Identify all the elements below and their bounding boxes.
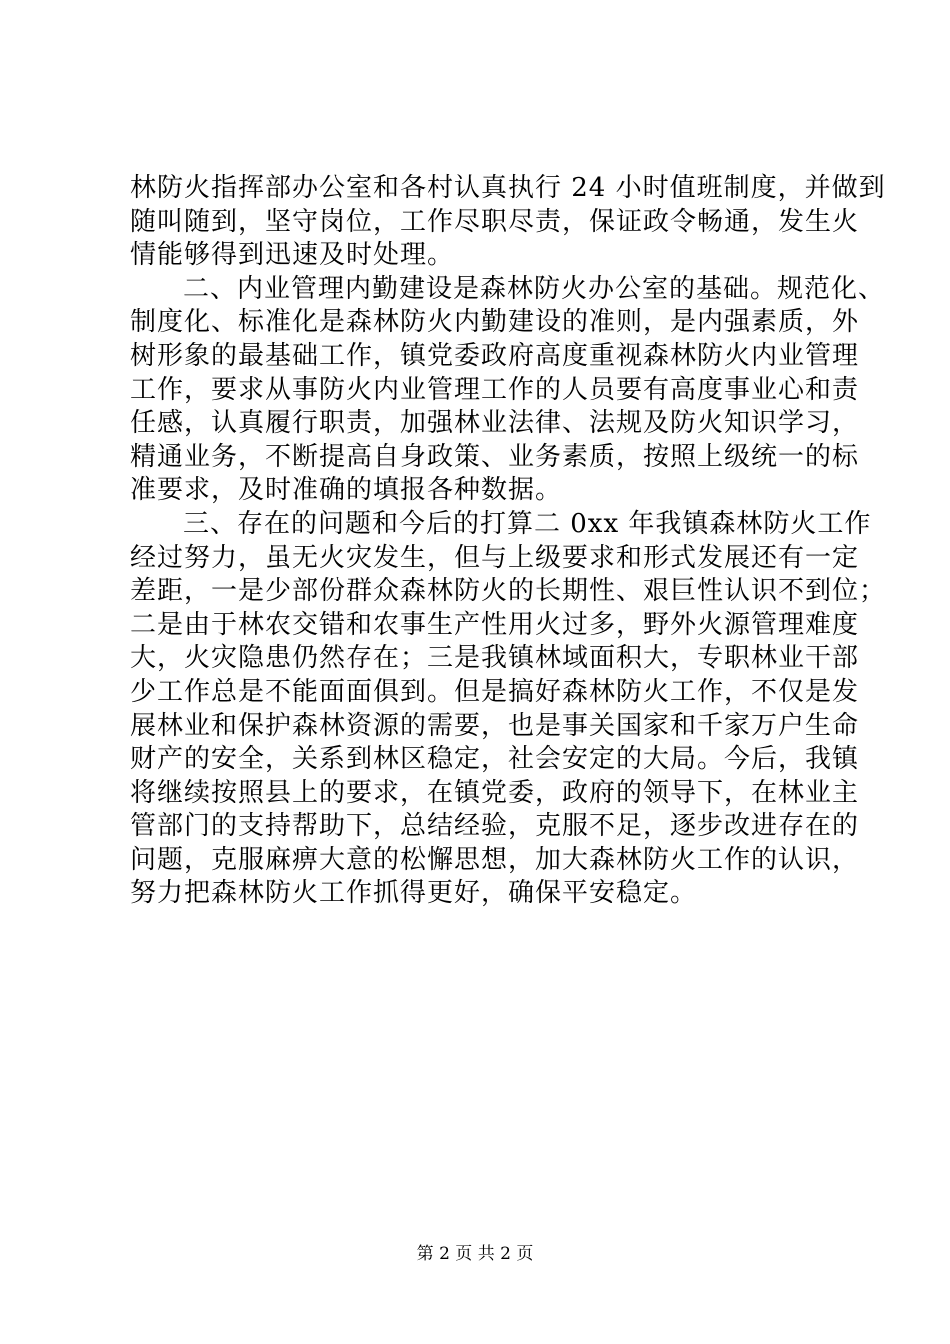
document-body — [130, 172, 887, 911]
text-line: 展林业和保护森林资源的需要，也是事关国家和千家万户生命 — [130, 710, 860, 741]
page-number-footer: 第 2 页 共 2 页 — [416, 1244, 534, 1264]
text-line: 情能够得到迅速及时处理。 — [130, 240, 455, 271]
text-line: 树形象的最基础工作，镇党委政府高度重视森林防火内业管理 — [130, 340, 860, 371]
text-line: 任感，认真履行职责，加强林业法律、法规及防火知识学习， — [130, 408, 860, 439]
text-line: 制度化、标准化是森林防火内勤建设的准则，是内强素质，外 — [130, 307, 860, 338]
text-line: 财产的安全，关系到林区稳定，社会安定的大局。今后，我镇 — [130, 744, 860, 775]
text-line: 管部门的支持帮助下，总结经验，克服不足，逐步改进存在的 — [130, 811, 860, 842]
text-line: 少工作总是不能面面俱到。但是搞好森林防火工作，不仅是发 — [130, 676, 860, 707]
text-line: 准要求，及时准确的填报各种数据。 — [130, 475, 563, 506]
text-line: 问题，克服麻痹大意的松懈思想，加大森林防火工作的认识， — [130, 844, 860, 875]
text-line: 工作，要求从事防火内业管理工作的人员要有高度事业心和责 — [130, 374, 860, 405]
text-line: 大，火灾隐患仍然存在；三是我镇林域面积大，专职林业干部 — [130, 643, 860, 674]
text-line: 林防火指挥部办公室和各村认真执行 24 小时值班制度，并做到 — [130, 173, 886, 203]
text-line: 努力把森林防火工作抓得更好，确保平安稳定。 — [130, 878, 698, 909]
text-line: 二是由于林农交错和农事生产性用火过多，野外火源管理难度 — [130, 609, 860, 640]
text-line: 经过努力，虽无火灾发生，但与上级要求和形式发展还有一定 — [130, 542, 860, 573]
text-line: 二、内业管理内勤建设是森林防火办公室的基础。规范化、 — [183, 273, 886, 304]
text-line: 随叫随到，坚守岗位，工作尽职尽责，保证政令畅通，发生火 — [130, 206, 860, 237]
text-line: 差距，一是少部份群众森林防火的长期性、艰巨性认识不到位； — [130, 576, 887, 607]
text-line: 三、存在的问题和今后的打算二 0xx 年我镇森林防火工作 — [183, 508, 872, 539]
text-line: 将继续按照县上的要求，在镇党委，政府的领导下，在林业主 — [130, 777, 860, 808]
text-line: 精通业务，不断提高自身政策、业务素质，按照上级统一的标 — [130, 441, 860, 472]
